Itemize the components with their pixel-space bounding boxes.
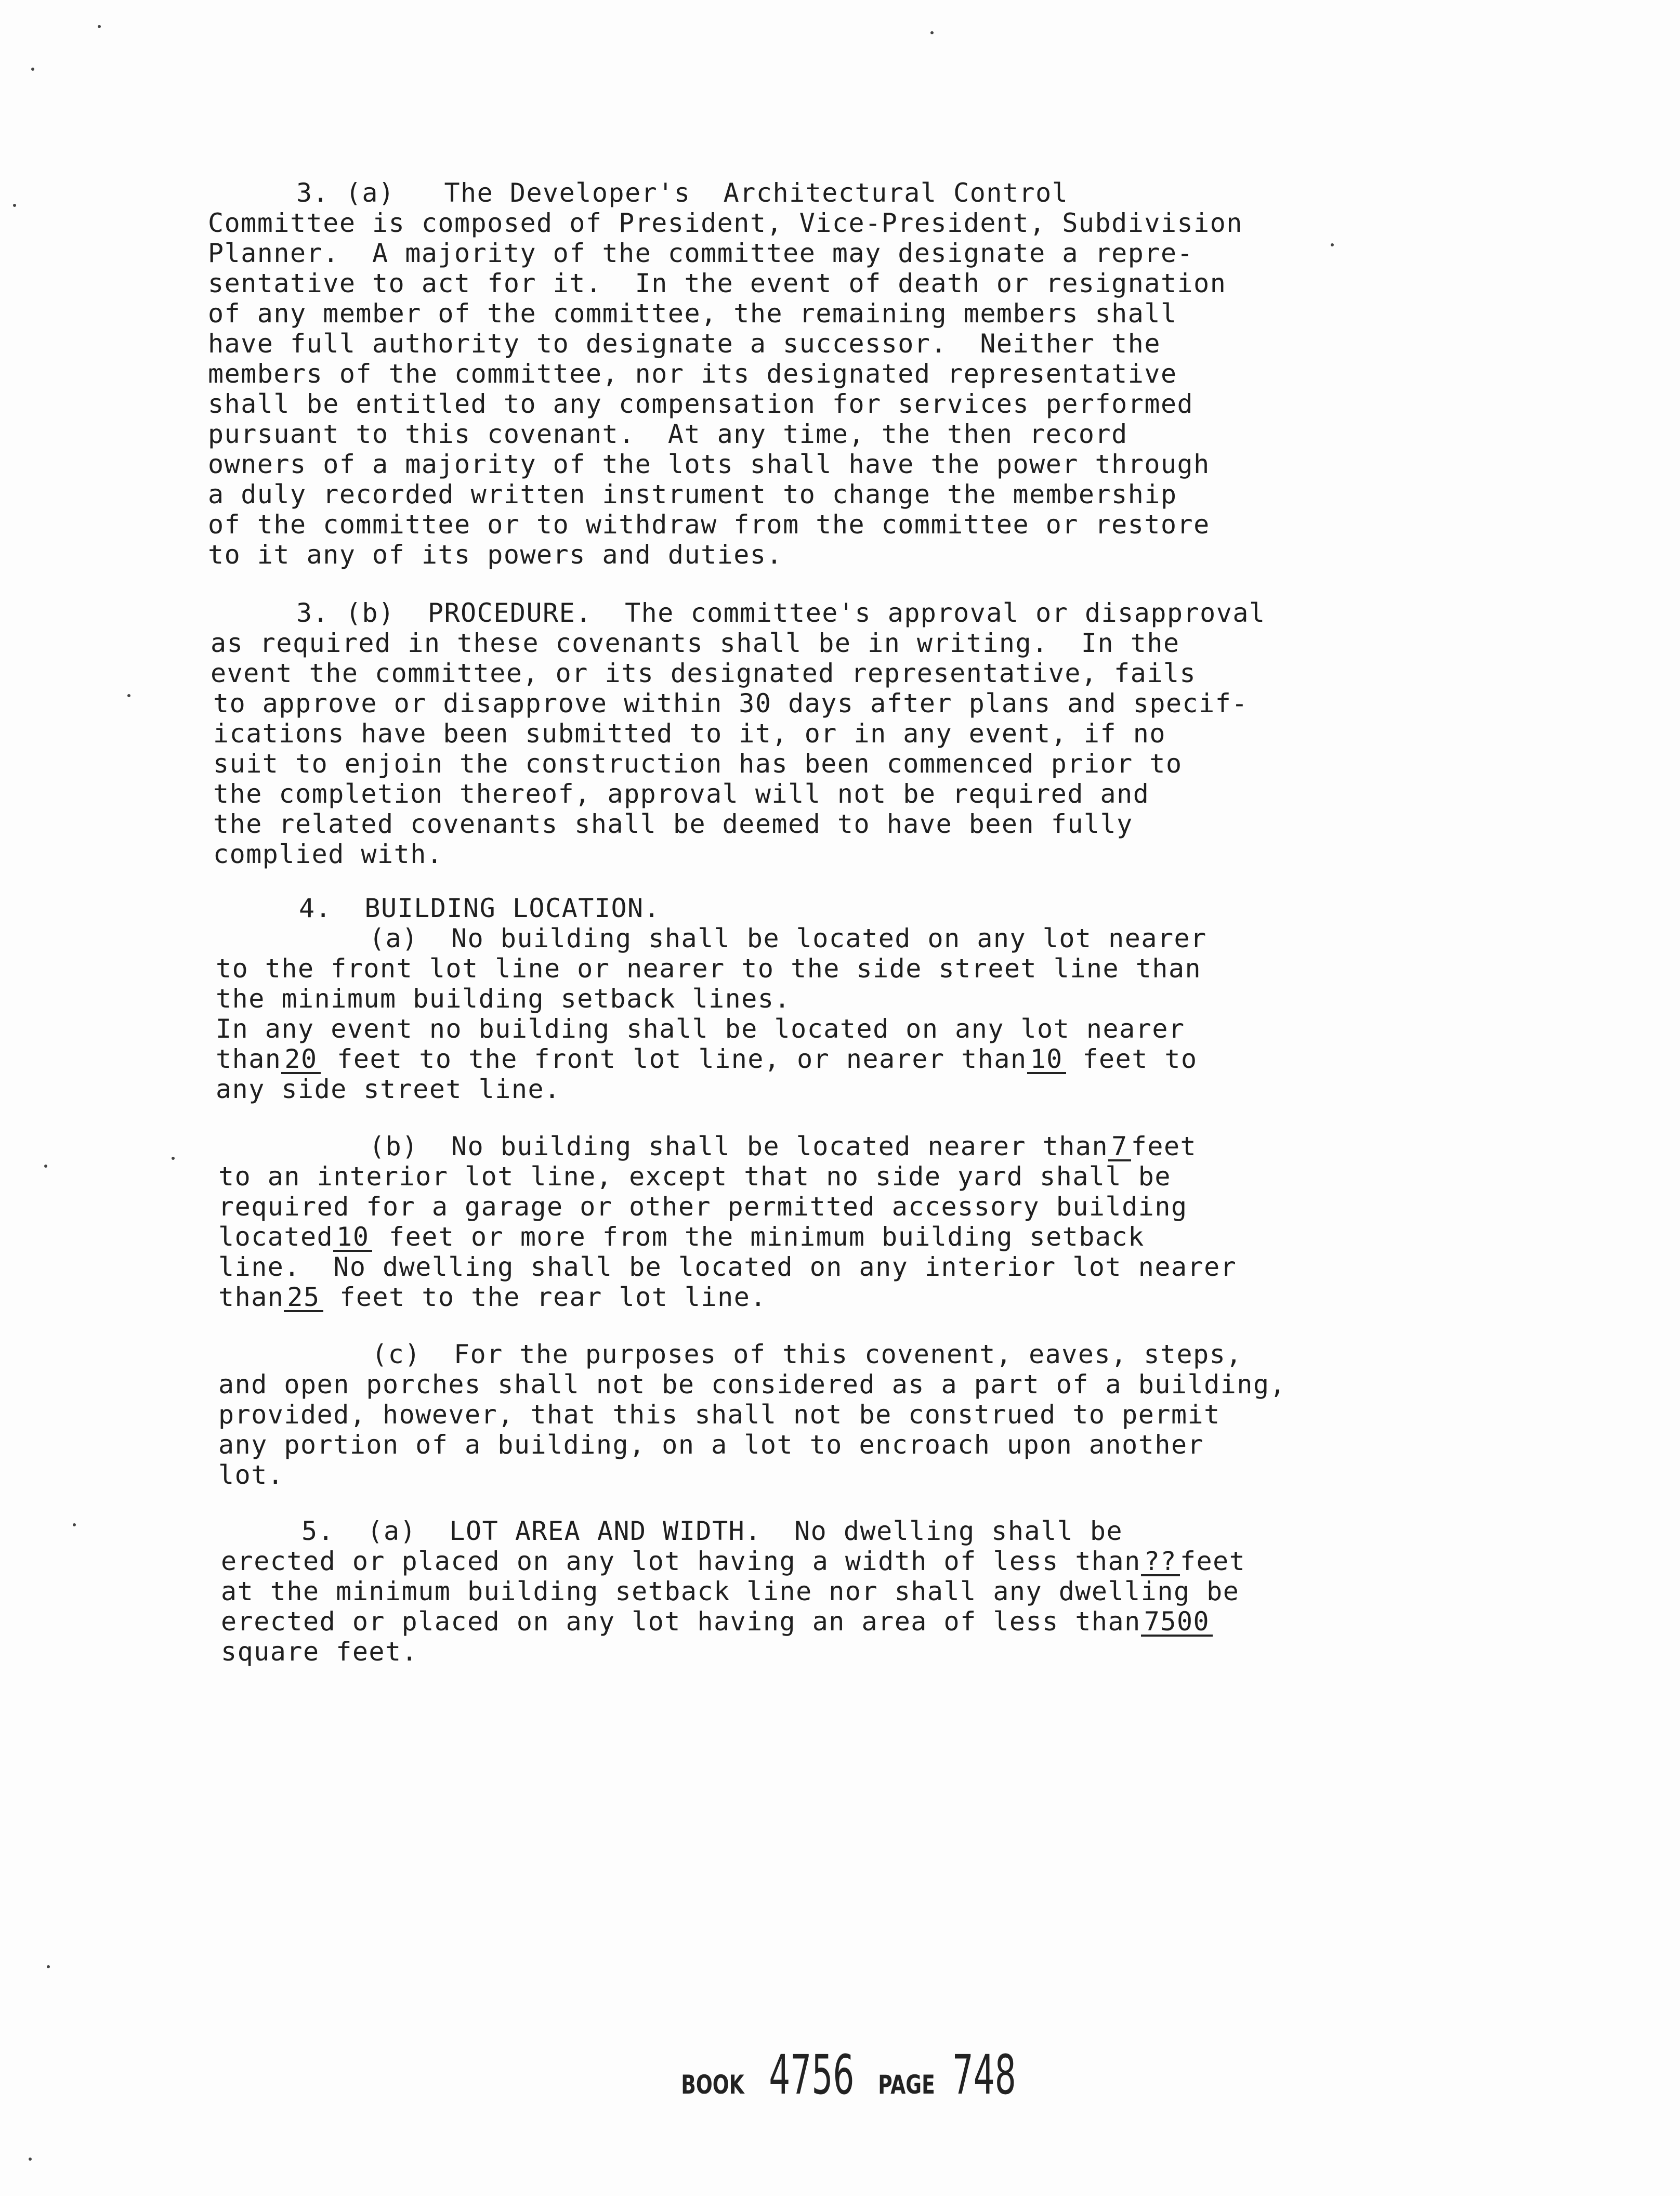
garage-setback-blank: 10	[333, 1224, 372, 1252]
section-4b-line-6: than 25 feet to the rear lot line.	[218, 1282, 767, 1312]
section-3a-line-10: owners of a majority of the lots shall have the power through	[208, 449, 1210, 479]
lot-width-blank: ??	[1141, 1548, 1180, 1576]
lot-area-blank: 7500	[1141, 1609, 1213, 1637]
section-3b-line-6: suit to enjoin the construction has been commenced prior to	[213, 749, 1183, 779]
interior-setback-blank: 7	[1108, 1133, 1131, 1161]
section-3b-line-1: 3. (b) PROCEDURE. The committee's approval or disapproval	[296, 598, 1266, 628]
section-3a-line-4: sentative to act for it. In the event of death or resignation	[208, 268, 1227, 298]
section-3a-line-9: pursuant to this covenant. At any time, the then record	[208, 419, 1128, 449]
scan-speck	[31, 68, 34, 71]
section-5-line-5: square feet.	[221, 1637, 418, 1667]
section-3a-line-1: 3. (a) The Developer's Architectural Control	[296, 178, 1069, 208]
section-4a-line-3: the minimum building setback lines.	[216, 984, 791, 1014]
recording-stamp	[671, 2043, 1021, 2107]
section-3b-line-5: ications have been submitted to it, or in any event, if no	[213, 718, 1166, 749]
section-3a-line-8: shall be entitled to any compensation for services performed	[208, 389, 1194, 419]
scan-speck	[73, 1523, 76, 1526]
section-5-line-3: at the minimum building setback line nor shall any dwelling be	[221, 1576, 1240, 1606]
section-5-line-4: erected or placed on any lot having an area of less than 7500	[221, 1606, 1213, 1637]
scan-speck	[44, 1165, 47, 1168]
scan-speck	[29, 2158, 32, 2161]
section-4c-line-4: any portion of a building, on a lot to encroach upon another	[218, 1430, 1204, 1460]
scan-speck	[1331, 243, 1334, 246]
section-3b-line-9: complied with.	[213, 839, 443, 869]
scan-speck	[98, 25, 101, 28]
section-4a-line-4: In any event no building shall be located on any lot nearer	[216, 1014, 1185, 1044]
book-label: BOOK	[681, 2070, 744, 2100]
section-3a-line-6: have full authority to designate a successor. Neither the	[208, 329, 1161, 359]
section-4a-line-2: to the front lot line or nearer to the side street line than	[216, 953, 1202, 984]
section-4c-line-5: lot.	[218, 1460, 284, 1490]
section-3a-line-5: of any member of the committee, the remaining members shall	[208, 298, 1177, 329]
scan-speck	[172, 1157, 175, 1160]
section-4b-line-4: located 10 feet or more from the minimum building setback	[218, 1222, 1145, 1252]
section-3b-line-4: to approve or disapprove within 30 days after plans and specif-	[213, 688, 1248, 718]
section-3b-line-8: the related covenants shall be deemed to have been fully	[213, 809, 1133, 839]
scan-speck	[13, 204, 16, 207]
section-5-line-2: erected or placed on any lot having a width of less than ?? feet	[221, 1546, 1246, 1576]
section-3a-line-2: Committee is composed of President, Vice-President, Subdivision	[208, 208, 1243, 238]
side-setback-blank: 10	[1027, 1046, 1066, 1074]
section-3a-line-3: Planner. A majority of the committee may designate a repre-	[208, 238, 1194, 268]
front-setback-blank: 20	[281, 1046, 320, 1074]
section-3a-line-12: of the committee or to withdraw from the committee or restore	[208, 509, 1210, 540]
section-4-heading: 4. BUILDING LOCATION.	[299, 893, 661, 923]
page-number: 748	[952, 2043, 1016, 2107]
rear-setback-blank: 25	[284, 1284, 323, 1312]
book-number: 4756	[769, 2043, 855, 2107]
section-3b-line-3: event the committee, or its designated representative, fails	[211, 658, 1197, 688]
page-label: PAGE	[877, 2070, 935, 2100]
section-4a-line-1: (a) No building shall be located on any lot nearer	[369, 923, 1207, 953]
section-3a-line-11: a duly recorded written instrument to change the membership	[208, 479, 1177, 509]
section-5-heading: 5. (a) LOT AREA AND WIDTH. No dwelling shall be	[301, 1516, 1123, 1546]
scan-speck	[47, 1965, 50, 1968]
section-3a-line-7: members of the committee, nor its designated representative	[208, 359, 1177, 389]
scan-speck	[127, 694, 130, 697]
section-4b-line-1: (b) No building shall be located nearer than 7 feet	[369, 1131, 1197, 1161]
section-4c-line-2: and open porches shall not be considered as a part of a building,	[218, 1369, 1287, 1400]
scan-speck	[930, 31, 934, 34]
section-4c-line-3: provided, however, that this shall not be construed to permit	[218, 1400, 1220, 1430]
section-4b-line-2: to an interior lot line, except that no side yard shall be	[218, 1161, 1171, 1192]
section-4a-line-6: any side street line.	[216, 1074, 561, 1104]
section-4b-line-3: required for a garage or other permitted accessory building	[218, 1192, 1188, 1222]
section-4c-line-1: (c) For the purposes of this covenent, eaves, steps,	[372, 1339, 1242, 1369]
section-3a-line-13: to it any of its powers and duties.	[208, 540, 783, 570]
section-3b-line-2: as required in these covenants shall be in writing. In the	[211, 628, 1180, 658]
section-3b-line-7: the completion thereof, approval will not be required and	[213, 779, 1150, 809]
section-4a-line-5: than 20 feet to the front lot line, or nearer than 10 feet to	[216, 1044, 1198, 1074]
section-4b-line-5: line. No dwelling shall be located on any interior lot nearer	[218, 1252, 1237, 1282]
